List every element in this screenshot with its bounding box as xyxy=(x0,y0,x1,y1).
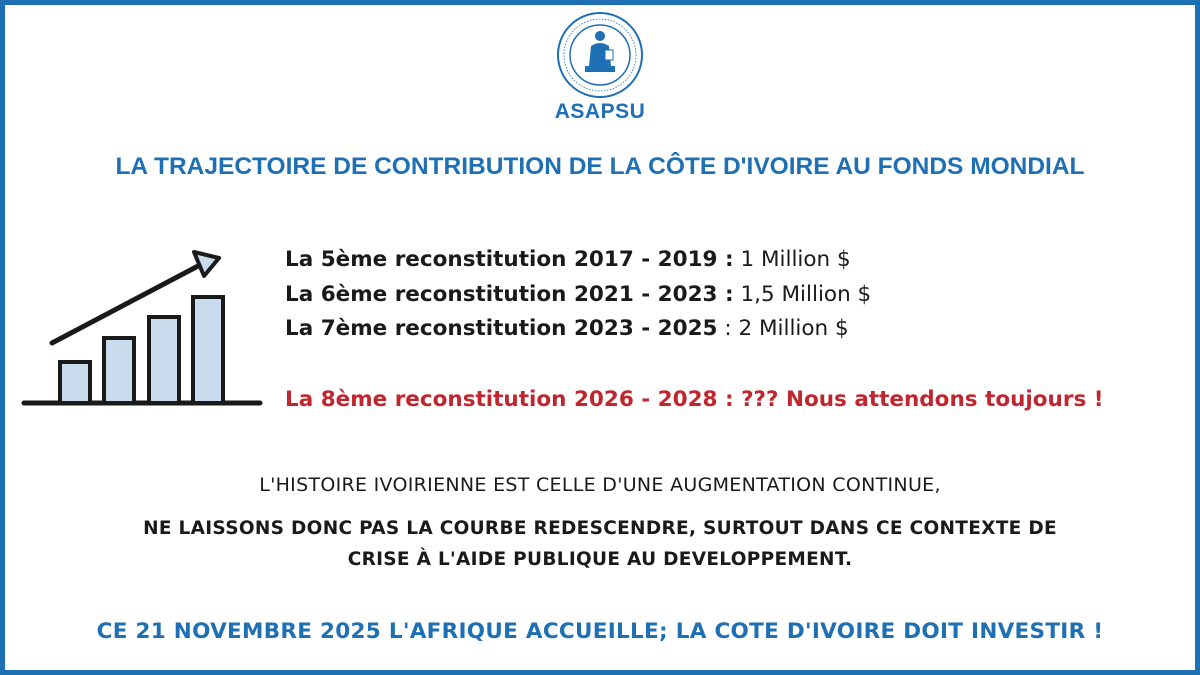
history-statement: L'HISTOIRE IVOIRIENNE EST CELLE D'UNE AUGMENTATION CONTINUE, xyxy=(259,474,941,496)
contribution-value: : 2 Million $ xyxy=(717,316,849,341)
contribution-line-5 xyxy=(285,247,851,272)
contribution-value: 1 Million $ xyxy=(733,247,851,272)
footer-message: CE 21 NOVEMBRE 2025 L'AFRIQUE ACCUEILLE; LA COTE D'IVOIRE DOIT INVESTIR ! xyxy=(96,619,1104,644)
asapsu-logo xyxy=(553,10,647,100)
growth-bar-chart-icon xyxy=(20,240,265,410)
call-line-1: NE LAISSONS DONC PAS LA COURBE REDESCENDRE, SURTOUT DANS CE CONTEXTE DE xyxy=(143,518,1057,539)
brand-name: ASAPSU xyxy=(554,100,646,123)
contribution-label: La 7ème reconstitution 2023 - 2025 xyxy=(285,316,718,341)
contribution-label: La 5ème reconstitution 2017 - 2019 : xyxy=(285,247,734,272)
contribution-label: La 6ème reconstitution 2021 - 2023 : xyxy=(285,282,734,307)
call-line-2: CRISE À L'AIDE PUBLIQUE AU DEVELOPPEMENT. xyxy=(347,549,853,570)
contribution-line-7 xyxy=(285,316,849,341)
contribution-value: 1,5 Million $ xyxy=(733,282,872,307)
pending-contribution-line: La 8ème reconstitution 2026 - 2028 : ??? Nous attendons toujours ! xyxy=(285,387,1104,412)
page-title: LA TRAJECTOIRE DE CONTRIBUTION DE LA CÔTE D'IVOIRE AU FONDS MONDIAL xyxy=(115,153,1085,180)
call-to-action xyxy=(0,513,1200,575)
contribution-line-6 xyxy=(285,282,871,307)
